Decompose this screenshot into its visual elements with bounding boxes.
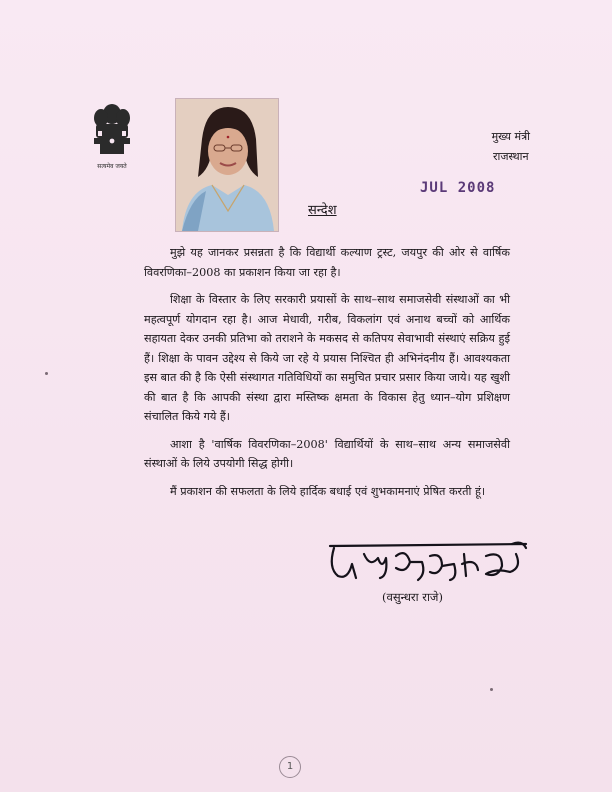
scan-speck	[45, 372, 48, 375]
paragraph: मैं प्रकाशन की सफलता के लिये हार्दिक बधाई एवं शुभकामनाएं प्रेषित करती हूं।	[170, 484, 486, 498]
portrait-photo	[175, 98, 279, 232]
state-emblem	[86, 100, 138, 174]
lion-capital-icon	[86, 100, 138, 162]
signer-name: (वसुन्धरा राजे)	[382, 590, 443, 604]
paragraph: शिक्षा के विस्तार के लिए सरकारी प्रयासों के साथ–साथ समाजसेवी संस्थाओं का भी महत्वपूर्ण योगदान रहा है। आज मेधावी, गरीब, विकलांग एवं अनाथ बच्चों को आर्थिक सहायता देकर उनकी प्रतिभा को तराशने के मकसद से कतिपय सेवाभावी संस्थाएं सक्रिय हुई हैं। शिक्षा के पावन उद्देश्य से किये जा रहे ये प्रयास निश्चित ही अभिनंदनीय हैं। आवश्यकता इस बात की है कि ऐसी संस्थागत गतिविधियों का समुचित प्रचार प्रसार किया जाये। यह खुशी की बात है कि आपकी संस्था द्वारा मस्तिष्क क्षमता के विकास हेतु ध्यान–योग प्रशिक्षण संचालित किये गये हैं।	[144, 293, 510, 423]
message-body	[144, 243, 510, 509]
message-heading: सन्देश	[308, 203, 337, 218]
page-number: 1	[279, 756, 301, 778]
scan-speck	[490, 688, 493, 691]
emblem-motto: सत्यमेव जयते	[97, 163, 127, 170]
date-stamp: JUL 2008	[420, 180, 496, 196]
office-block	[492, 127, 530, 167]
paragraph: आशा है 'वार्षिक विवरणिका–2008' विद्यार्थियों के साथ–साथ अन्य समाजसेवी संस्थाओं के लिये उपयोगी सिद्ध होगी।	[144, 437, 510, 470]
office-state: राजस्थान	[493, 150, 529, 163]
paragraph: मुझे यह जानकर प्रसन्नता है कि विद्यार्थी कल्याण ट्रस्ट, जयपुर की ओर से वार्षिक विवरणिका–2008 का प्रकाशन किया जा रहा है।	[144, 246, 510, 279]
handwritten-signature	[326, 538, 536, 588]
office-title: मुख्य मंत्री	[491, 130, 530, 143]
